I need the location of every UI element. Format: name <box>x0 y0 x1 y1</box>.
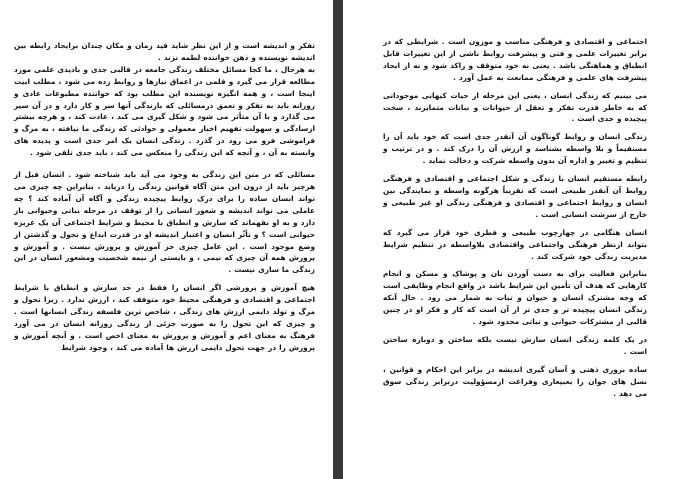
left-page-text <box>14 40 315 354</box>
right-page-text <box>383 36 647 399</box>
paragraph: تفکر و اندیشه است و از این نظر شاید قید زمان و مکان چندان برایجاد رابطه بین اندیشه نویسنده و ذهن خواننده لطمه نزند . <box>14 41 315 62</box>
paragraph: هیچ آموزش و پرورشی اگر انسان را فقط در حد سازش و انطباق با شرایط اجتماعی و اقتصادی و فرهنگی محیط خود متوقف کند ، ارزش ندارد . زیرا تحول و مرگ و تولد دایمی ارزش های زندگی ، شاخص ترین فلسفه زندگی انسانها است . و چیزی که این تحول را به صورت جزئی از زندگی روزانه انسان در می آورد فرهنگ به معنای اعم و آموزش و پرورش به معنای اخص است . و آنچه آموزش و پرورش را در جهت تحول دایمی ارزش ها آماده می کند ، وجود شرایط <box>14 283 315 352</box>
page-gutter <box>333 0 343 479</box>
left-page <box>0 0 333 479</box>
paragraph: زندگی انسان و روابط گوناگون آن آنقدر جدی است که خود باید آن را مستقیماً و بلا واسطه بشناسد و ارزش آن را درک کند . و در ترتیب و تنظیم و تغییر و اداره آن بدون واسطه شرکت و دخالت نماید . <box>383 132 647 166</box>
paragraph: ساده بروری ذهنی و آسان گیری اندیشه در برابر این احکام و قوانین ، نسل های جوان را بعبیعاری وفراغت ازمسؤولیت دربرابر زندگی سوق می دهد . <box>383 364 647 398</box>
paragraph: می بینیم که زندگی انسان ، یعنی این مرحله از حیات کیهانی موجوداتی که به خاطر قدرت تفکر و تعقل از حیوانات و نباتات متمایزند ، سخت پیچیده و جدی است . <box>383 90 647 124</box>
paragraph: در یک کلمه زندگی انسان سازش نیست بلکه ساختن و دوباره ساختن است . <box>383 334 647 356</box>
paragraph: به هرحال ، ما کجا مسائل مختلف زندگی جامعه در قالبی جدی و بادیدی علمی مورد مطالعه قرار می گیرد و قلمی در اعماق نیازها و روابط زده می شود ، مطلب ابیت اینجا است ، و همه انگیزه نویسنده این مطلب بود که خواننده مطبوعات عادی و روزانه باید به تفکر و تعمق درمسائلی که بازندگی آنها سر و کار دارد و در آن سیر می گذارد و با آن متأثر می شود و شکل گیری می کند ، عادت کند ، و هرچه بیشتر ازسادگی و سهولت تفهیم اخبار معمولی و حوادثی که زندگی ما نیافته ، به مرگ و فراموشی فرو می رود در گذرد . زندگی انسان یک امر جدی است و پدیده های وابسته به آن ، و آنچه که این زندگی را منعکس می کند ، باید جدی تلقی شود . <box>14 64 315 158</box>
paragraph: اجتماعی و اقتصادی و فرهنگی مناسب و موزون است . شرایطی که در برابر تغییرات علمی و فنی و پیشرفت روابط ناشی از این تغییرات قابل انطباق و هماهنگی باشد . یعنی نه خود متوقف و راکد شود و نه از ایجاد پیشرفت های علمی و فرهنگی ممانعت به عمل آورد . <box>383 37 647 82</box>
paragraph: رابطه مستقیم انسان با زندگی و شکل اجتماعی و اقتصادی و فرهنگی روابط آن آنقدر طبیعی است که تقریباً هرگونه واسطه و نمایندگی بین انسان و روابط اجتماعی و اقتصادی و فرهنگی زندگی او غیر طبیعی و خارج از سرشت انسانی است . <box>383 174 647 219</box>
paragraph: مسائلی که در متن این زندگی به وجود می آید باید شناخته شود . انسان قبل از هرچیز باید از درون این متن آگاه قوانین زندگی را دریابد ، بنابراین چه چیزی می تواند انسان ساده را برای درک روابط پیچیده زندگی و آگاه آن آماده کند ؟ چه عاملی می تواند اندیشه و شعور انسانی را از توقف در مرحله نباتی وحیوانی باز دارد و به او بفهماند که سازش و انطباق با محیط و شرایط اجتماعی آن یک غریزه حیوانی است ؟ و تأثّر انسان و اعتبار اندیشه او در قدرت ابداع و تحول و گذشتن از وضع موجود است . این عامل چیزی جز آموزش و پرورش نیست . و آموزش و پرورش همه آن چیزی که نیمی ، و بایستی از نیمه شخصیت ومشعور انسان در این زندگی ما سازی نیست . <box>14 170 315 275</box>
paragraph: انسان هنگامی در چهارچوب طبیعی و فطری خود قرار می گیرد که بتواند ازنظر فرهنگی واجتماعی واقتصادی بلاواسطه در تنظیم شرایط مدیریت زندگی خود شرکت کند . <box>383 227 647 261</box>
right-page <box>343 0 677 479</box>
paragraph: بنابراین فعالیت برای به دست آوردن نان و پوشاک و مسکن و انجام کارهایی که هدف آن تأمین این شرایط باشد در واقع انجام وظایفی است که وجه مشترک انسان و حیوان و نبات به شمار می رود . حال آنکه زندگی انسان پیچیده تر و جدی تر از آن است که کار و فکر او در چنین قالبی از مشترکات حیوانی و نباتی محدود شود . <box>383 269 647 327</box>
